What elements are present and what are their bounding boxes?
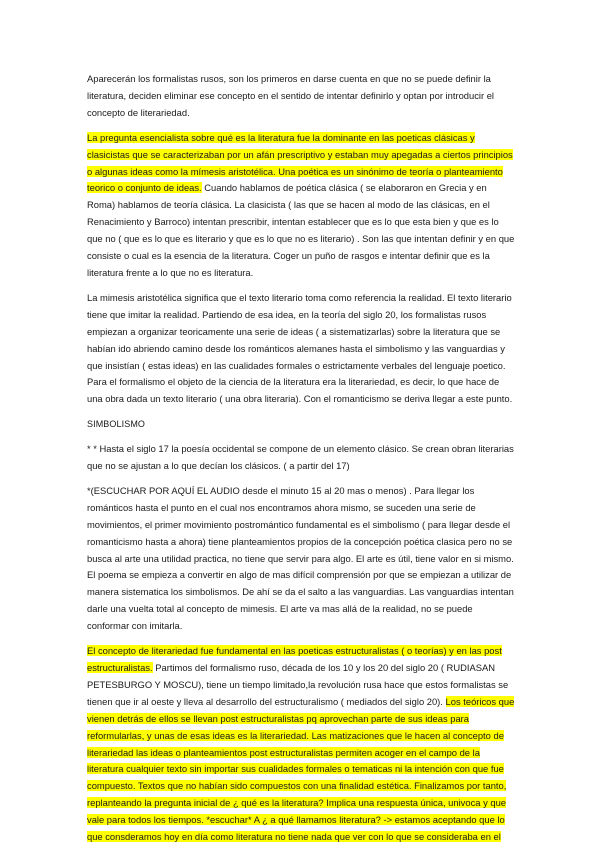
document-body bbox=[87, 71, 515, 854]
paragraph-text: *(ESCUCHAR POR AQUÍ EL AUDIO desde el minuto 15 al 20 mas o menos) . Para llegar los románticos hasta el punto en el cual nos encontramos ahora mismo, se suceden una serie de movimientos, el primer movimiento postromántico fundamental es el simbolismo ( para llegar desde el romanticismo hasta a ahora) tiene planteamientos propios de la concepción poética clasica pero no se busca al arte una utilidad practica, no tiene que servir para algo. El arte es útil, tiene valor en si mismo. El poema se empieza a convertir en algo de mas difícil comprensión por que se empiezan a utilizar de manera sistematica los simbolismos. De ahí se da el salto a las vanguardias. Las vanguardias intentan darle una vuelta total al concepto de mimesis. El arte va mas allá de la realidad, no se puede conformar con imitarla. bbox=[87, 484, 514, 632]
paragraph-escuchar-audio bbox=[87, 483, 515, 635]
section-heading-simbolismo bbox=[87, 416, 515, 433]
paragraph-text: * * Hasta el siglo 17 la poesía occidental se compone de un elemento clásico. Se crean obran literarias que no se ajustan a lo que decían los clásicos. ( a partir del 17) bbox=[87, 443, 514, 472]
highlighted-text: Los teóricos que vienen detrás de ellos se llevan post estructuralistas pq aprovechan parte de sus ideas para reformularlas, y unas de esas ideas es la literariedad. Las matizaciones que le hacen al concepto de literariedad las ideas o planteamientos post estructuralistas permiten acoger en el campo de la literatura cualquier texto sin importar sus cualidades formales o tematicas ni la intención con que fue compuesto. Textos que no habían sido compuestos con una finalidad estética. Finalizamos por tanto, replanteando la pregunta inicial de ¿ qué es la literatura? Implica una respuesta única, univoca y que vale para todos los tiempos. *escuchar* A ¿ a qué llamamos literatura? -> estamos aceptando que lo que consderamos hoy en día como literatura no tiene nada que ver con lo que se consideraba en el bbox=[87, 695, 515, 843]
paragraph-formalistas bbox=[87, 71, 515, 122]
paragraph-siglo-17 bbox=[87, 441, 515, 475]
paragraph-mimesis bbox=[87, 290, 515, 408]
highlighted-text: La pregunta esencialista sobre qué es la literatura fue la dominante en las poeticas clásicas y clasicistas que se caracterizaban por un afán prescriptivo y estaban muy apegadas a ciertos principios o algunas ideas como la mímesis aristotélica. Una poética es un sinónimo de teoría o planteamiento teorico o conjunto de ideas. bbox=[87, 131, 513, 194]
paragraph-text: Partimos del formalismo ruso, década de los 10 y los 20 del siglo 20 ( RUDIASAN PETESBURGO Y MOSCU), tiene un tiempo limitado,la revolución rusa hace que estos formalistas se tienen que ir al oeste y lleva al desarrollo del estructuralismo ( mediados del siglo 20). bbox=[87, 662, 509, 707]
paragraph-text: Aparecerán los formalistas rusos, son los primeros en darse cuenta en que no se puede definir la literatura, deciden eliminar ese concepto en el sentido de intentar definirlo y optan por introducir el concepto de literariedad. bbox=[87, 73, 495, 118]
paragraph-pregunta-esencialista bbox=[87, 130, 515, 282]
highlighted-text: El concepto de literariedad fue fundamental en las poeticas estructuralistas ( o teorías) y en las post estructuralistas. bbox=[87, 645, 502, 673]
paragraph-text: Cuando hablamos de poética clásica ( se elaboraron en Grecia y en Roma) hablamos de teoría clásica. La clasicista ( las que se hacen al modo de las clásicas, en el Renacimiento y Barroco) intentan prescribir, intentan establecer que es lo que esta bien y que es lo que no ( que es lo que es literario y que es lo que no es literario) . Son las que intentan definir y en que consiste o cual es la esencia de la literatura. Coger un puño de rasgos e intentar definir que es la literatura frente a lo que no es literatura. bbox=[87, 182, 515, 278]
paragraph-literariedad bbox=[87, 643, 515, 846]
paragraph-text: La mimesis aristotélica significa que el texto literario toma como referencia la realidad. El texto literario tiene que imitar la realidad. Partiendo de esa idea, en la teoría del siglo 20, los formalistas rusos empiezan a organizar teoricamente una serie de ideas ( a sistematizarlas) sobre la literatura que se habían ido abriendo camino desde los románticos alemanes hasta el simbolismo y las vanguardias y que insistían ( estas ideas) en las cualidades formales o estrictamente verbales del lenguaje poetico. Para el formalismo el objeto de la ciencia de la literatura era la literariedad, es decir, lo que hace de una obra dada un texto literario ( una obra literaria). Con el romanticismo se deriva llegar a este punto. bbox=[87, 291, 513, 405]
heading-text: SIMBOLISMO bbox=[87, 419, 146, 430]
